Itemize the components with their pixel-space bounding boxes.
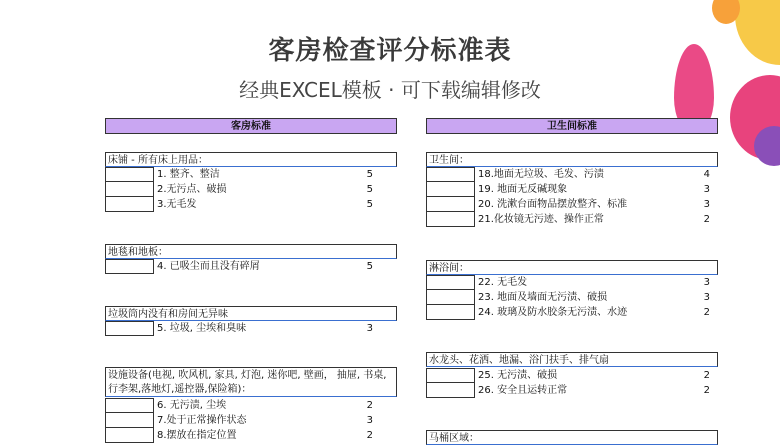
decor-purple-blob — [754, 126, 780, 166]
item-text: 2.无污点、破损 — [157, 184, 227, 195]
section-fixtures — [426, 352, 718, 367]
check-cell[interactable] — [426, 383, 475, 398]
page-title: 客房检查评分标准表 — [268, 36, 512, 66]
check-cell[interactable] — [426, 182, 475, 197]
check-cell[interactable] — [426, 275, 475, 290]
item-score: 3 — [703, 292, 710, 303]
check-cell[interactable] — [105, 182, 154, 197]
table-row — [426, 368, 718, 383]
section-bedding-label: 床铺 - 所有床上用品： — [108, 155, 208, 166]
table-row — [105, 398, 397, 413]
check-cell[interactable] — [426, 197, 475, 212]
item-text: 6. 无污渍, 尘埃 — [157, 400, 227, 411]
item-score: 3 — [703, 184, 710, 195]
table-row — [426, 212, 718, 227]
item-text: 3.无毛发 — [157, 199, 197, 210]
item-text: 18.地面无垃圾、毛发、污渍 — [478, 169, 604, 180]
section-toilet-label: 马桶区域： — [429, 433, 479, 444]
table-row — [426, 305, 718, 320]
item-score: 2 — [366, 430, 373, 441]
section-trash-label: 垃圾筒内没有和房间无异味 — [108, 309, 228, 320]
section-trash — [105, 306, 397, 321]
check-cell[interactable] — [105, 398, 154, 413]
section-bathroom — [426, 152, 718, 167]
item-text: 22. 无毛发 — [478, 277, 528, 288]
check-cell[interactable] — [426, 305, 475, 320]
room-standards-header: 客房标准 — [105, 118, 397, 134]
table-row — [426, 167, 718, 182]
table-row — [426, 290, 718, 305]
section-toilet — [426, 430, 718, 445]
item-score: 2 — [366, 400, 373, 411]
item-text: 4. 已吸尘而且没有碎屑 — [157, 261, 260, 272]
table-row — [426, 275, 718, 290]
table-row — [426, 197, 718, 212]
item-score: 5 — [366, 199, 373, 210]
item-score: 4 — [703, 169, 710, 180]
check-cell[interactable] — [105, 428, 154, 443]
section-facilities-label: 设施设备(电视, 吹风机, 家具, 灯泡, 迷你吧, 壁画， 抽屉, 书桌, 行李架,落地灯,遥控器,保险箱)： — [108, 370, 387, 395]
item-text: 26. 安全且运转正常 — [478, 385, 568, 396]
section-bedding — [105, 152, 397, 167]
item-text: 19. 地面无反碱现象 — [478, 184, 568, 195]
item-text: 20. 洗漱台面物品摆放整齐、标准 — [478, 199, 628, 210]
item-score: 5 — [366, 169, 373, 180]
item-text: 24. 玻璃及防水胶条无污渍、水迹 — [478, 307, 628, 318]
section-carpet — [105, 244, 397, 259]
bathroom-standards-header: 卫生间标准 — [426, 118, 718, 134]
section-shower-label: 淋浴间： — [429, 263, 469, 274]
page-subtitle: 经典EXCEL模板 · 可下载编辑修改 — [239, 78, 541, 102]
section-carpet-label: 地毯和地板： — [108, 247, 168, 258]
section-bathroom-label: 卫生间： — [429, 155, 469, 166]
item-score: 3 — [366, 415, 373, 426]
bathroom-standards-table — [426, 118, 718, 444]
item-score: 5 — [366, 261, 373, 272]
section-shower — [426, 260, 718, 275]
table-row — [105, 167, 397, 182]
item-score: 3 — [366, 323, 373, 334]
check-cell[interactable] — [105, 197, 154, 212]
check-cell[interactable] — [426, 368, 475, 383]
room-standards-table — [105, 118, 397, 441]
item-score: 2 — [703, 385, 710, 396]
item-text: 25. 无污渍、破损 — [478, 370, 558, 381]
table-row — [105, 182, 397, 197]
check-cell[interactable] — [105, 167, 154, 182]
check-cell[interactable] — [105, 321, 154, 336]
table-row — [426, 182, 718, 197]
table-row — [105, 428, 397, 443]
item-score: 2 — [703, 370, 710, 381]
item-text: 23. 地面及墙面无污渍、破损 — [478, 292, 608, 303]
item-score: 3 — [703, 199, 710, 210]
item-score: 2 — [703, 307, 710, 318]
table-row — [105, 197, 397, 212]
item-text: 7.处于正常操作状态 — [157, 415, 247, 426]
check-cell[interactable] — [426, 290, 475, 305]
section-facilities — [105, 367, 397, 397]
table-row — [426, 383, 718, 398]
section-fixtures-label: 水龙头、花洒、地漏、浴门扶手、排气扇 — [429, 355, 609, 366]
check-cell[interactable] — [426, 167, 475, 182]
check-cell[interactable] — [105, 259, 154, 274]
check-cell[interactable] — [105, 413, 154, 428]
item-text: 8.摆放在指定位置 — [157, 430, 237, 441]
table-row — [105, 413, 397, 428]
table-row — [105, 321, 397, 336]
item-score: 5 — [366, 184, 373, 195]
table-row — [105, 259, 397, 274]
item-score: 2 — [703, 214, 710, 225]
item-text: 1. 整齐、整洁 — [157, 169, 220, 180]
item-text: 5. 垃圾, 尘埃和臭味 — [157, 323, 247, 334]
check-cell[interactable] — [426, 212, 475, 227]
item-text: 21.化妆镜无污迹、操作正常 — [478, 214, 604, 225]
item-score: 3 — [703, 277, 710, 288]
